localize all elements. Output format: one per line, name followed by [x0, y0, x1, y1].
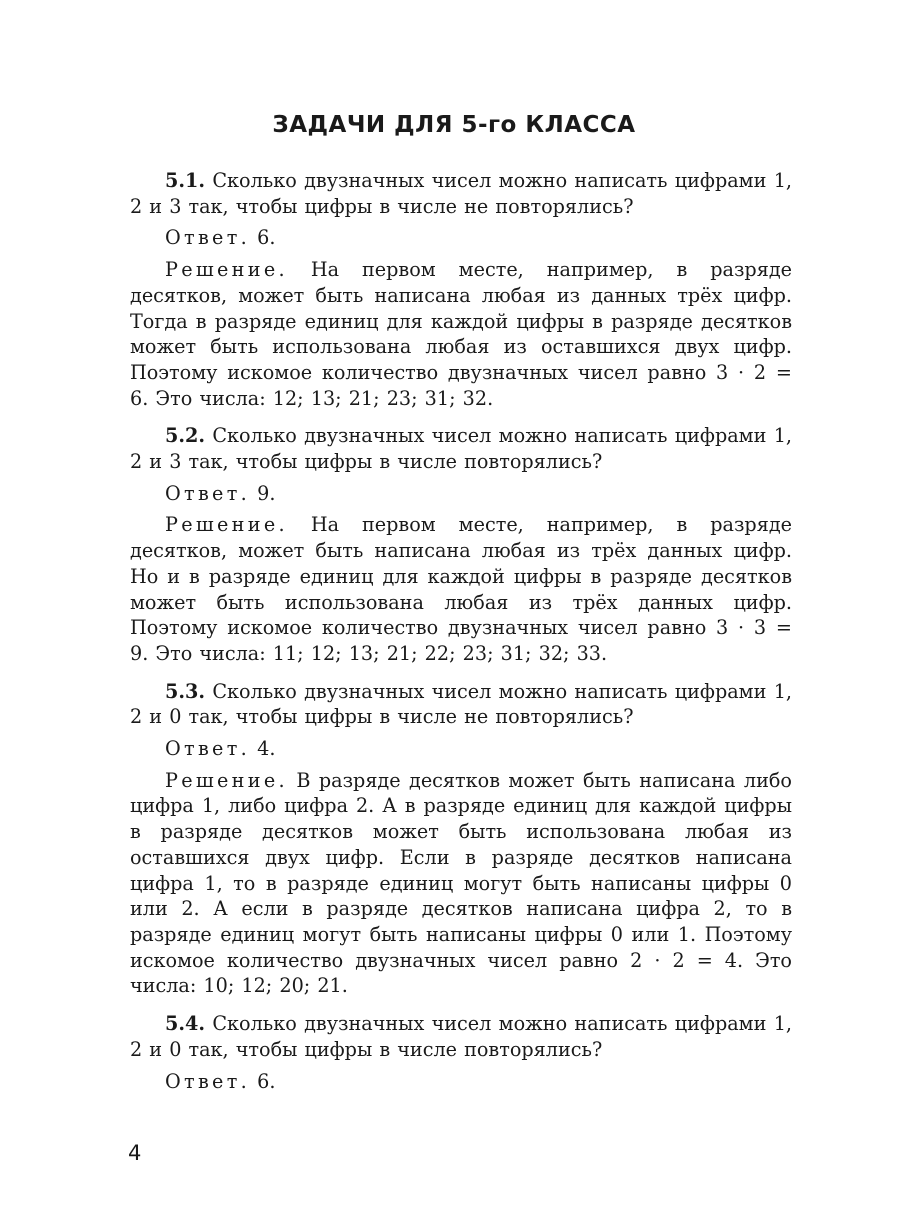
- answer-value: 4.: [250, 737, 276, 761]
- problem-text: Сколько двузначных чисел можно написать цифрами 1, 2 и 0 так, чтобы цифры в числе не повторялись?: [130, 679, 792, 729]
- problem-5-2-answer: [130, 481, 792, 507]
- problem-number: 5.1.: [165, 169, 206, 192]
- problem-5-4-question: [130, 1011, 792, 1062]
- solution-label: Решение.: [165, 768, 288, 792]
- problem-5-3-answer: [130, 736, 792, 762]
- solution-text: В разряде десятков может быть написана либо цифра 1, либо цифра 2. А в разряде единиц для каждой цифры в разряде десятков может быть использована любая из оставшихся двух цифр. Если в разряде десятков написана цифра 1, то в разряде единиц могут быть написаны цифры 0 или 2. А если в разряде десятков написана цифра 2, то в разряде единиц могут быть написаны цифры 0 или 1. Поэтому искомое количество двузначных чисел равно 2 · 2 = 4. Это числа: 10; 12; 20; 21.: [130, 768, 792, 998]
- solution-text: На первом месте, например, в разряде десятков, может быть написана любая из данных трёх цифр. Тогда в разряде единиц для каждой цифры в разряде десятков может быть использована любая из оставшихся двух цифр. Поэтому искомое количество двузначных чисел равно 3 · 2 = 6. Это числа: 12; 13; 21; 23; 31; 32.: [130, 258, 792, 410]
- problem-5-3-question: [130, 679, 792, 730]
- page-number: 4: [128, 1141, 142, 1165]
- problem-text: Сколько двузначных чисел можно написать цифрами 1, 2 и 0 так, чтобы цифры в числе повторялись?: [130, 1012, 792, 1061]
- problem-text: Сколько двузначных чисел можно написать цифрами 1, 2 и 3 так, чтобы цифры в числе не повторялись?: [130, 169, 792, 218]
- problem-5-1-solution: [130, 257, 792, 411]
- answer-label: Ответ.: [165, 481, 251, 505]
- problem-number: 5.2.: [165, 424, 206, 448]
- answer-label: Ответ.: [165, 737, 251, 761]
- problem-5-2-question: [130, 423, 792, 474]
- answer-value: 6.: [250, 1069, 276, 1093]
- problem-5-2-solution: [130, 512, 792, 666]
- answer-value: 6.: [250, 226, 276, 250]
- problem-text: Сколько двузначных чисел можно написать цифрами 1, 2 и 3 так, чтобы цифры в числе повторялись?: [130, 424, 792, 474]
- problem-number: 5.3.: [165, 679, 206, 703]
- solution-text: На первом месте, например, в разряде десятков, может быть написана любая из трёх данных цифр. Но и в разряде единиц для каждой цифры в разряде десятков может быть использована любая из трёх данных цифр. Поэтому искомое количество двузначных чисел равно 3 · 3 = 9. Это числа: 11; 12; 13; 21; 22; 23; 31; 32; 33.: [130, 513, 792, 665]
- answer-label: Ответ.: [165, 1069, 251, 1093]
- page-title: ЗАДАЧИ ДЛЯ 5-го КЛАССА: [272, 112, 636, 138]
- problem-5-4-answer: [130, 1069, 792, 1095]
- answer-value: 9.: [250, 481, 276, 505]
- solution-label: Решение.: [165, 513, 288, 537]
- problem-number: 5.4.: [165, 1012, 206, 1036]
- problem-5-1-answer: [130, 225, 792, 251]
- problem-5-1-question: [130, 168, 792, 219]
- text-column: [130, 168, 792, 1094]
- solution-label: Решение.: [165, 258, 288, 282]
- problem-5-3-solution: [130, 768, 792, 999]
- answer-label: Ответ.: [165, 226, 251, 250]
